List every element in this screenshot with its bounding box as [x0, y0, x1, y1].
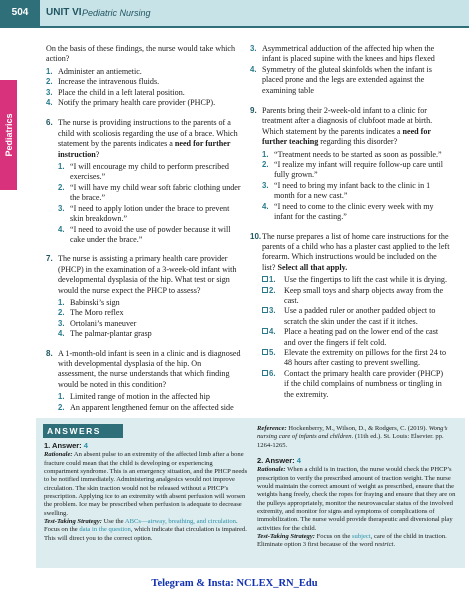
option: 1. “Treatment needs to be started as soon as possible.” — [262, 149, 442, 159]
answers-box — [36, 418, 465, 568]
checkbox-icon — [262, 370, 268, 376]
question-7 — [46, 254, 241, 339]
topic-label: Pediatric Nursing — [82, 8, 151, 18]
rationale: Rationale: An absent pulse to an extremity of the affected limb after a bone fracture could mean that the child is developing or experiencing compartment syndrome. This is an emergency situation, and the PHCP needs to be notified immediately. Administering analgesics would not improve circulation. The skin traction would not be released without a PHCP’s prescription. Applying ice to an extremity with absent perfusion will worsen the problem. Ice may be prescribed when perfusion is adequate to decrease swelling. — [44, 451, 248, 517]
checkbox-option: 5. Elevate the extremity on pillows for the first 24 to 48 hours after casting to prevent swelling. — [262, 348, 450, 369]
question-number: 10. — [250, 231, 262, 241]
right-column — [250, 44, 450, 409]
question-9 — [250, 106, 450, 222]
option: 4. “I need to avoid the use of powder because it will cake under the brace.” — [58, 224, 231, 244]
section-tab — [0, 80, 17, 190]
reference: Reference: Hockenberry, M., Wilson, D., & Rodgers, C. (2019). Wong’s nursing care of infants and children. (11th ed.). St. Louis: Elsevier. pp. 1264-1265. — [257, 425, 448, 449]
answer-heading: 1. Answer: 4 — [44, 441, 88, 450]
checkbox-option: 6. Contact the primary health care provider (PHCP) if the child complains of numbness or tingling in the extremity. — [262, 369, 450, 400]
question-stem: The nurse prepares a list of home care instructions for the parents of a child who has a plaster cast applied to the left forearm. Which instructions would be included on the list? Select all that apply. — [262, 231, 450, 272]
question-stem: On the basis of these findings, the nurse would take which action? — [46, 44, 236, 64]
answer-2-column — [257, 425, 459, 550]
question-number: 9. — [250, 106, 257, 116]
option: 4. Notify the primary health care provider (PHCP). — [46, 98, 216, 108]
rationale: Rationale: When a child is in traction, the nurse would check the PHCP’s prescription to verify the prescribed amount of traction weight. The nurse would maintain the correct amount of weight as prescribed, ensure that the weights hang freely, check the ropes for fraying and ensure that they are on the pulleys appropriately, monitor the neurovascular status of the involved extremity, and monitor for signs and symptoms of complications of immobilization. The nurse would provide therapeutic and diversional play activities for the child. — [257, 466, 456, 532]
option: 3. Place the child in a left lateral position. — [46, 87, 185, 97]
answer-1 — [44, 442, 248, 543]
checkbox-icon — [262, 276, 268, 282]
checkbox-option: 4. Place a heating pad on the lower end of the cast and over the fingers if felt cold. — [262, 327, 450, 348]
checkbox-option: 1. Use the fingertips to lift the cast while it is drying. — [262, 275, 450, 285]
question-stem: Parents bring their 2-week-old infant to a clinic for treatment after a diagnosis of clubfoot made at birth. Which statement by the parents indicates a need for further teaching regarding this disorder? — [262, 106, 433, 147]
checkbox-icon — [262, 349, 268, 355]
option: 3. Ortolani’s maneuver — [58, 318, 137, 328]
checkbox-option: 2. Keep small toys and sharp objects away from the cast. — [262, 286, 450, 307]
left-column — [46, 44, 241, 422]
option: 3. “I need to bring my infant back to the clinic in 1 month for a new cast.” — [262, 180, 431, 201]
option: 1. “I will encourage my child to perform prescribed exercises.” — [58, 162, 229, 182]
question-8-continued — [250, 44, 450, 96]
question-stem: A 1-month-old infant is seen in a clinic and is diagnosed with developmental dysplasia of the hip. On assessment, the nurse understands that which finding would be noted in this condition? — [58, 348, 241, 389]
test-taking-strategy: Test-Taking Strategy: Focus on the subject, care of the child in traction. Eliminate option 3 first because of the word restrict. — [257, 533, 447, 549]
question-8 — [46, 349, 241, 413]
question-stem: The nurse is providing instructions to the parents of a child with scoliosis regarding the use of a brace. Which statement by the parents indicates a need for further instruction? — [58, 118, 238, 159]
option: 2. Increase the intravenous fluids. — [46, 77, 160, 87]
footer-watermark: Telegram & Insta: NCLEX_RN_Edu — [151, 578, 318, 589]
header-rule — [0, 26, 469, 28]
unit-label: UNIT VI — [46, 7, 82, 18]
option: 2. An apparent lengthened femur on the affected side — [58, 402, 234, 412]
checkbox-option: 3. Use a padded ruler or another padded object to scratch the skin under the cast if it itches. — [262, 306, 450, 327]
question-stem: The nurse is assisting a primary health care provider (PHCP) in the examination of a 3-week-old infant with developmental dysplasia of the hip. What test or sign would the nurse expect the PHCP to assess? — [58, 254, 237, 295]
option: 2. “I realize my infant will require follow-up care until fully grown.” — [262, 160, 444, 180]
option: 1. Limited range of motion in the affected hip — [58, 392, 210, 402]
option: 2. “I will have my child wear soft fabric clothing under the brace.” — [58, 182, 241, 203]
checkbox-icon — [262, 287, 268, 293]
option: 4. The palmar-plantar grasp — [58, 329, 152, 339]
option: 1. Babinski’s sign — [58, 297, 120, 307]
option: 1. Administer an antiemetic. — [46, 66, 142, 76]
checkbox-icon — [262, 328, 268, 334]
checkbox-icon — [262, 307, 268, 313]
page-header — [0, 0, 469, 26]
question-6 — [46, 118, 241, 245]
page-number: 504 — [0, 0, 40, 26]
answer-heading: 2. Answer: 4 — [257, 456, 301, 466]
answers-title: ANSWERS — [43, 424, 123, 438]
section-tab-label: Pediatrics — [3, 113, 14, 157]
option: 3. “I need to apply lotion under the brace to prevent skin breakdown.” — [58, 203, 230, 224]
option: 3. Asymmetrical adduction of the affected hip when the infant is placed supine with the knees and hips flexed — [250, 44, 435, 64]
question-10 — [250, 232, 450, 401]
option: 4. Symmetry of the gluteal skinfolds when the infant is placed prone and the legs are extended against the examining table — [250, 64, 432, 95]
test-taking-strategy: Test-Taking Strategy: Use the ABCs—airway, breathing, and circulation. Focus on the data in the question, which indicate that circulation is impaired. This will direct you to the correct option. — [44, 518, 247, 542]
question-5-continued — [46, 44, 241, 108]
question-number: 6. — [46, 118, 53, 128]
question-number: 7. — [46, 254, 53, 264]
question-number: 8. — [46, 348, 53, 358]
option: 2. The Moro reflex — [58, 308, 124, 318]
option: 4. “I need to come to the clinic every week with my infant for the casting.” — [262, 201, 434, 222]
